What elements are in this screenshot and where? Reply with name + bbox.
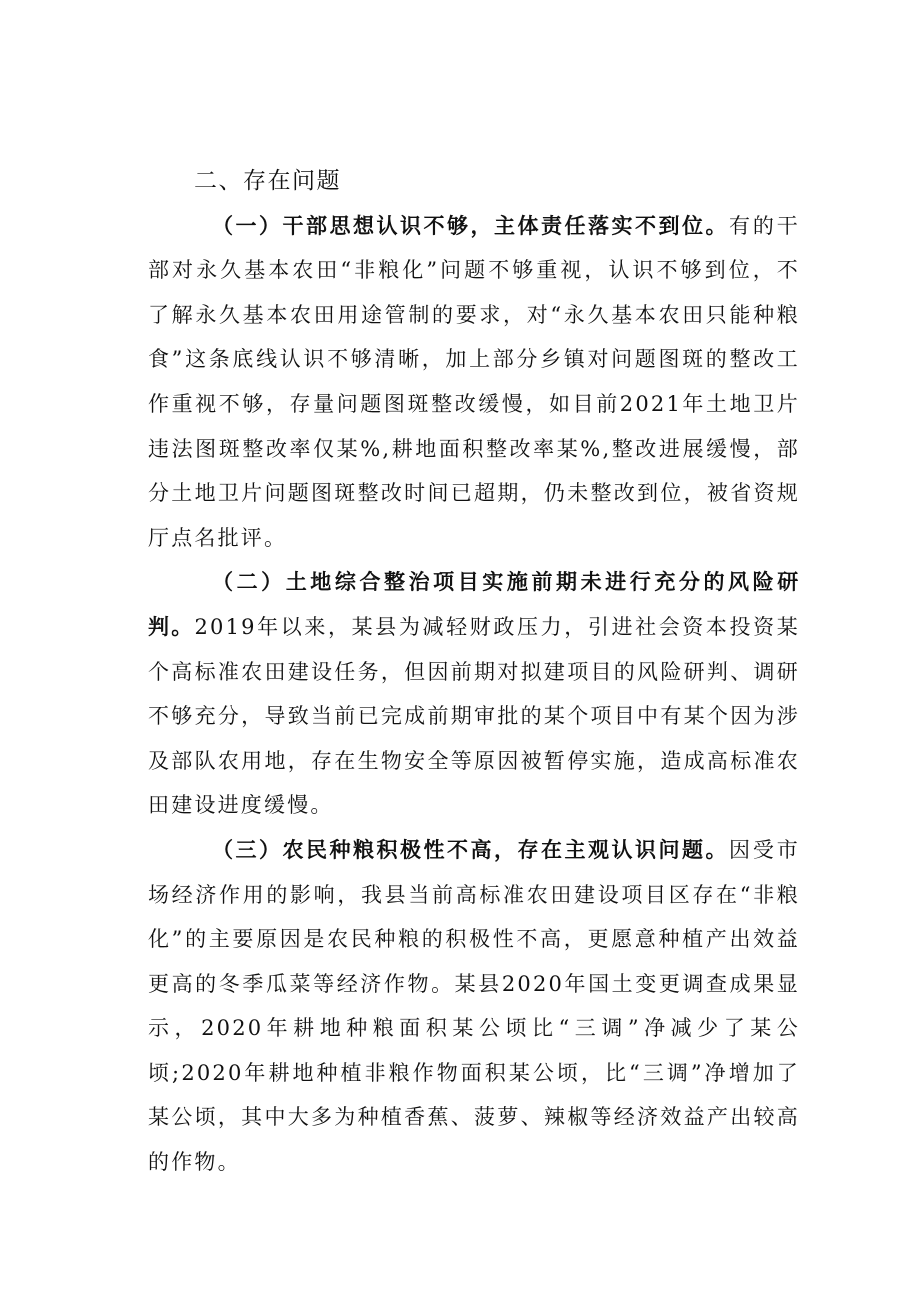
paragraph-2-body: 2019年以来，某县为减轻财政压力，引进社会资本投资某个高标准农田建设任务，但因前期对拟建项目的风险研判、调研不够充分，导致当前已完成前期审批的某个项目中有某个因为涉及部队农用地，存在生物安全等原因被暂停实施，造成高标准农田建设进度缓慢。: [148, 614, 800, 818]
document-body: [148, 159, 800, 1185]
paragraph-3: [148, 828, 800, 1185]
section-heading: 二、存在问题: [194, 168, 341, 194]
paragraph-2-lead: （二）土地综合整治项目实施前期未进行充分的风险研判。: [148, 569, 800, 639]
paragraph-3-lead: （三）农民种粮积极性不高，存在主观认识问题。: [212, 836, 729, 862]
paragraph-1-lead: （一）干部思想认识不够，主体责任落实不到位。: [212, 212, 729, 238]
paragraph-1: [148, 204, 800, 561]
paragraph-2: [148, 560, 800, 828]
paragraph-3-body: 因受市场经济作用的影响，我县当前高标准农田建设项目区存在“非粮化”的主要原因是农民种粮的积极性不高，更愿意种植产出效益更高的冬季瓜菜等经济作物。某县2020年国土变更调查成果显示，2020年耕地种粮面积某公顷比“三调”净减少了某公顷;2020年耕地种植非粮作物面积某公顷，比“三调”净增加了某公顷，其中大多为种植香蕉、菠萝、辣椒等经济效益产出较高的作物。: [148, 837, 800, 1175]
paragraph-1-body: 有的干部对永久基本农田“非粮化”问题不够重视，认识不够到位，不了解永久基本农田用途管制的要求，对“永久基本农田只能种粮食”这条底线认识不够清晰，加上部分乡镇对问题图斑的整改工作重视不够，存量问题图斑整改缓慢，如目前2021年土地卫片违法图斑整改率仅某%,耕地面积整改率某%,整改进展缓慢，部分土地卫片问题图斑整改时间已超期，仍未整改到位，被省资规厅点名批评。: [148, 213, 800, 550]
